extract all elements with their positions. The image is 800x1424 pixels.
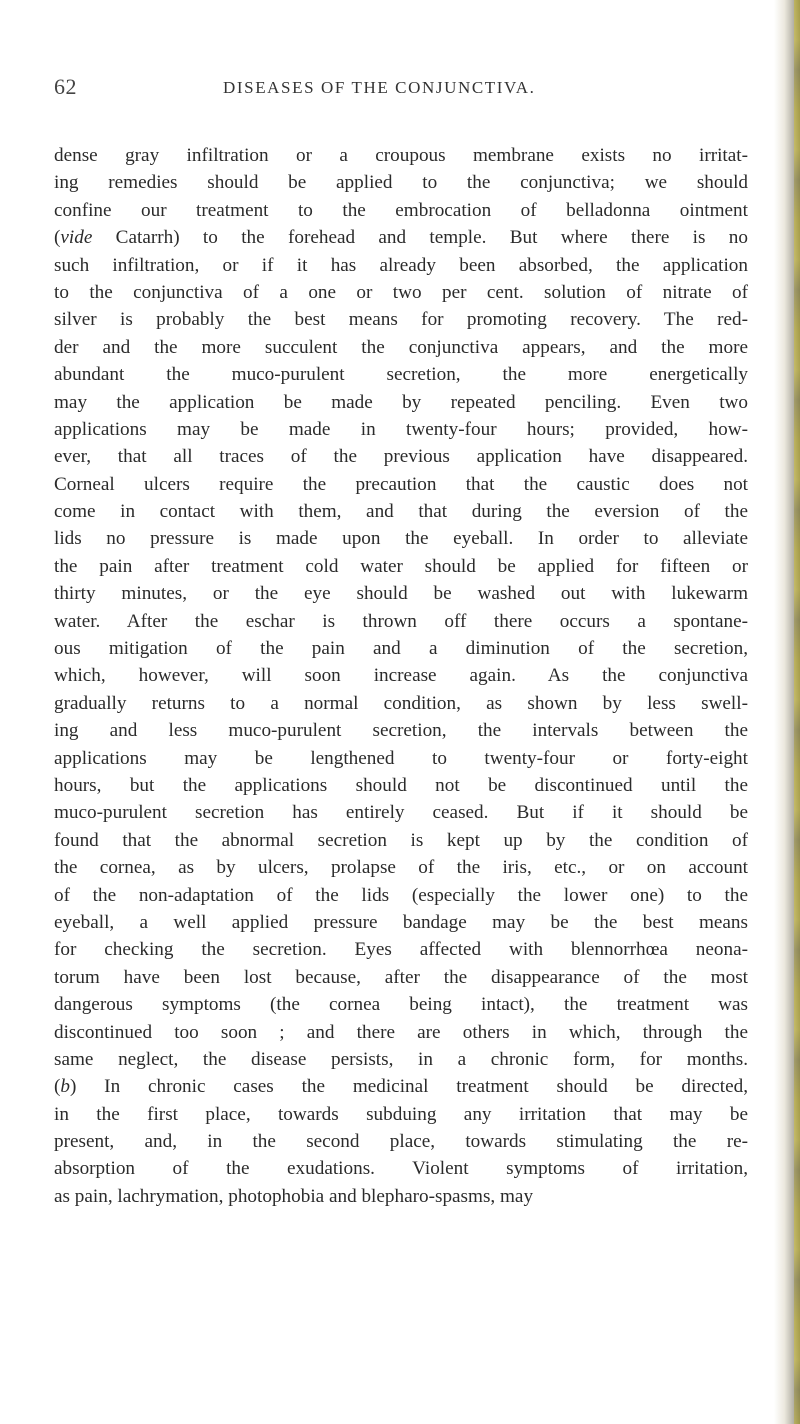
text-line: as pain, lachrymation, photophobia and blepharo-spasms, may xyxy=(54,1185,534,1207)
text-line: ous mitigation of the pain and a diminution of the secretion, xyxy=(54,638,748,660)
page-edge-binding xyxy=(794,0,800,1424)
text-line: water. After the eschar is thrown off there occurs a spontane- xyxy=(54,610,748,632)
text-line: present, and, in the second place, towards stimulating the re- xyxy=(54,1131,748,1153)
text-line: such infiltration, or if it has already been absorbed, the application xyxy=(54,254,748,276)
text-line: ing and less muco-purulent secretion, the intervals between the xyxy=(54,720,748,742)
text-line: applications may be lengthened to twenty-four or forty-eight xyxy=(54,747,748,769)
text-line: dangerous symptoms (the cornea being intact), the treatment was xyxy=(54,994,748,1016)
text-line-rest: Catarrh) to the forehead and temple. But where there is no xyxy=(92,227,748,249)
text-line: eyeball, a well applied pressure bandage may be the best means xyxy=(54,911,748,933)
text-line: which, however, will soon increase again. As the conjunctiva xyxy=(54,665,748,687)
text-line: come in contact with them, and that during the eversion of the xyxy=(54,501,748,523)
text-line: dense gray infiltration or a croupous membrane exists no irritat- xyxy=(54,145,748,166)
text-line: Corneal ulcers require the precaution that the caustic does not xyxy=(54,473,748,495)
running-head: DISEASES OF THE CONJUNCTIVA. xyxy=(223,78,536,97)
text-line: in the first place, towards subduing any irritation that may be xyxy=(54,1103,748,1125)
text-line: ing remedies should be applied to the conjunctiva; we should xyxy=(54,172,748,194)
text-line: abundant the muco-purulent secretion, the more energetically xyxy=(54,364,748,386)
page-number: 62 xyxy=(54,74,77,99)
text-line: absorption of the exudations. Violent symptoms of irritation, xyxy=(54,1158,748,1180)
text-line: muco-purulent secretion has entirely ceased. But if it should be xyxy=(54,802,748,824)
text-line: of the non-adaptation of the lids (especially the lower one) to the xyxy=(54,884,748,906)
italic-word: vide xyxy=(60,227,93,249)
text-line: der and the more succulent the conjunctiva appears, and the more xyxy=(54,336,748,358)
text-line: applications may be made in twenty-four hours; provided, how- xyxy=(54,418,748,440)
text-line: thirty minutes, or the eye should be washed out with lukewarm xyxy=(54,583,748,605)
text-line: for checking the secretion. Eyes affected with blennorrhœa neona- xyxy=(54,939,748,961)
text-line: to the conjunctiva of a one or two per cent. solution of nitrate of xyxy=(54,281,748,303)
text-line-with-italic: (vide Catarrh) to the forehead and temple. But where there is no xyxy=(54,227,748,249)
text-line: discontinued too soon ; and there are others in which, through the xyxy=(54,1021,748,1043)
text-line: confine our treatment to the embrocation of belladonna ointment xyxy=(54,199,748,221)
text-line: may the application be made by repeated penciling. Even two xyxy=(54,391,748,413)
body-text xyxy=(54,142,748,1210)
text-line: hours, but the applications should not be discontinued until the xyxy=(54,774,748,796)
text-line: lids no pressure is made upon the eyeball. In order to alleviate xyxy=(54,528,748,550)
text-line: gradually returns to a normal condition, as shown by less swell- xyxy=(54,692,748,714)
text-line-with-italic: (b) In chronic cases the medicinal treatment should be directed, xyxy=(54,1076,748,1098)
text-line: the pain after treatment cold water should be applied for fifteen or xyxy=(54,555,748,577)
text-line: silver is probably the best means for promoting recovery. The red- xyxy=(54,309,748,331)
italic-letter: b xyxy=(60,1076,70,1098)
text-line: torum have been lost because, after the disappearance of the most xyxy=(54,966,748,988)
text-line: found that the abnormal secretion is kept up by the condition of xyxy=(54,829,748,851)
text-line: the cornea, as by ulcers, prolapse of the iris, etc., or on account xyxy=(54,857,748,879)
text-line-rest: ) In chronic cases the medicinal treatment should be directed, xyxy=(69,1076,748,1098)
page-header xyxy=(0,74,800,104)
text-line: ever, that all traces of the previous application have disappeared. xyxy=(54,446,748,468)
text-line: same neglect, the disease persists, in a chronic form, for months. xyxy=(54,1048,748,1070)
